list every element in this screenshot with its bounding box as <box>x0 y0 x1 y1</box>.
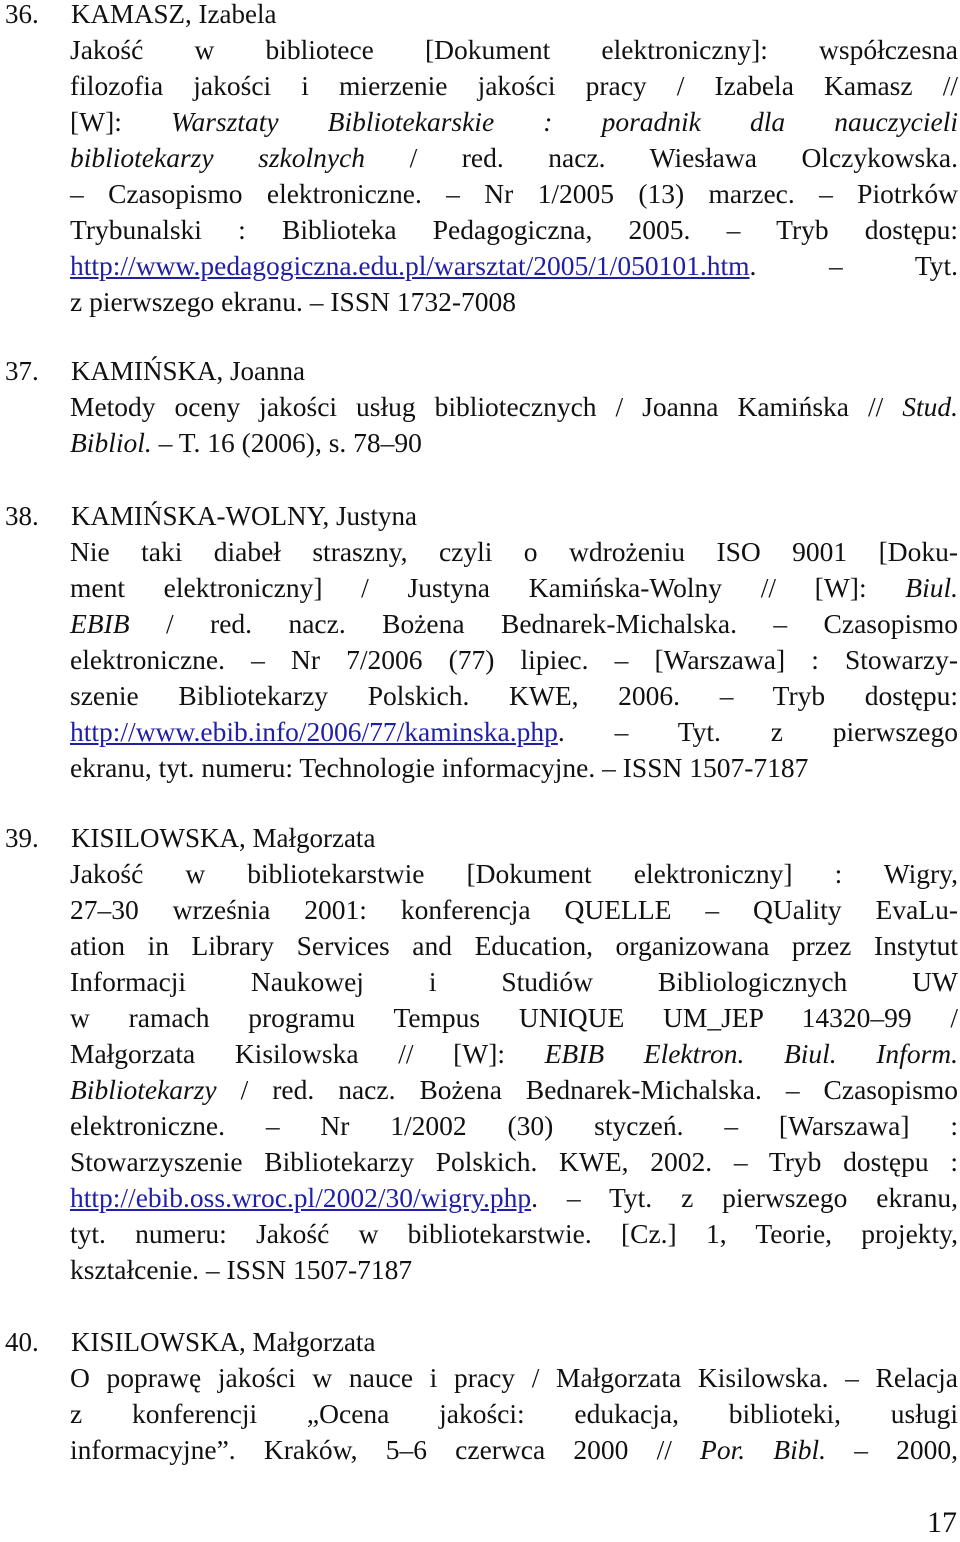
entry-line: http://www.ebib.info/2006/77/kaminska.php. – Tyt. z pierwszego <box>70 716 958 747</box>
entry-line: 27–30 września 2001: konferencja QUELLE – QUality EvaLu- <box>70 894 958 925</box>
entry-line: kształcenie. – ISSN 1507-7187 <box>70 1254 413 1285</box>
entry-number: 40. <box>5 1327 39 1357</box>
entry-line: filozofia jakości i mierzenie jakości pracy / Izabela Kamasz // <box>70 70 958 101</box>
entry-line: EBIB / red. nacz. Bożena Bednarek-Michalska. – Czasopismo <box>70 608 958 639</box>
entry-line: Metody oceny jakości usług bibliotecznych / Joanna Kamińska // Stud. <box>70 391 958 422</box>
entry-number: 39. <box>5 823 39 853</box>
entry-line: ment elektroniczny] / Justyna Kamińska-Wolny // [W]: Biul. <box>70 572 958 603</box>
entry-number: 36. <box>5 0 39 29</box>
entry-line: z pierwszego ekranu. – ISSN 1732-7008 <box>70 286 517 317</box>
entry-author: KAMIŃSKA-WOLNY, Justyna <box>71 501 417 531</box>
entry-line: Stowarzyszenie Bibliotekarzy Polskich. KWE, 2002. – Tryb dostępu : <box>70 1146 958 1177</box>
entry-author: KISILOWSKA, Małgorzata <box>71 823 376 853</box>
entry-line: w ramach programu Tempus UNIQUE UM_JEP 14320–99 / <box>70 1002 958 1033</box>
page-number: 17 <box>927 1506 957 1539</box>
entry-line: ekranu, tyt. numeru: Technologie informacyjne. – ISSN 1507-7187 <box>70 752 809 783</box>
entry-line: Informacji Naukowej i Studiów Bibliologicznych UW <box>70 966 958 997</box>
url-link[interactable]: http://ebib.oss.wroc.pl/2002/30/wigry.php <box>70 1182 532 1213</box>
entry-line: tyt. numeru: Jakość w bibliotekarstwie. [Cz.] 1, Teorie, projekty, <box>70 1218 958 1249</box>
entry-author: KISILOWSKA, Małgorzata <box>71 1327 376 1357</box>
entry-author: KAMASZ, Izabela <box>71 0 277 29</box>
entry-line: Małgorzata Kisilowska // [W]: EBIB Elektron. Biul. Inform. <box>70 1038 959 1069</box>
url-link[interactable]: http://www.pedagogiczna.edu.pl/warsztat/2005/1/050101.htm <box>70 250 750 281</box>
entry-line: informacyjne”. Kraków, 5–6 czerwca 2000 // Por. Bibl. – 2000, <box>70 1434 959 1465</box>
entry-line: Jakość w bibliotece [Dokument elektroniczny]: współczesna <box>70 34 958 65</box>
entry-line: ation in Library Services and Education, organizowana przez Instytut <box>70 930 958 961</box>
entry-line: http://www.pedagogiczna.edu.pl/warsztat/2005/1/050101.htm. – Tyt. <box>70 250 958 281</box>
entry-line: – Czasopismo elektroniczne. – Nr 1/2005 (13) marzec. – Piotrków <box>70 178 958 209</box>
entry-line: Nie taki diabeł straszny, czyli o wdrożeniu ISO 9001 [Doku- <box>70 536 958 567</box>
entry-line: Bibliotekarzy / red. nacz. Bożena Bednarek-Michalska. – Czasopismo <box>70 1074 958 1105</box>
entry-number: 38. <box>5 501 39 531</box>
entry-line: [W]: Warsztaty Bibliotekarskie : poradnik dla nauczycieli <box>70 106 958 137</box>
entry-line: bibliotekarzy szkolnych / red. nacz. Wiesława Olczykowska. <box>70 142 958 173</box>
entry-line: z konferencji „Ocena jakości: edukacja, biblioteki, usługi <box>70 1398 958 1429</box>
entry-line: O poprawę jakości w nauce i pracy / Małgorzata Kisilowska. – Relacja <box>70 1362 958 1393</box>
entry-line: http://ebib.oss.wroc.pl/2002/30/wigry.php. – Tyt. z pierwszego ekranu, <box>70 1182 958 1213</box>
entry-line: elektroniczne. – Nr 1/2002 (30) styczeń. – [Warszawa] : <box>70 1110 958 1141</box>
entry-number: 37. <box>5 356 39 386</box>
entry-author: KAMIŃSKA, Joanna <box>71 356 305 386</box>
entry-line: szenie Bibliotekarzy Polskich. KWE, 2006. – Tryb dostępu: <box>70 680 958 711</box>
entry-line: Bibliol. – T. 16 (2006), s. 78–90 <box>70 427 422 458</box>
entry-line: Jakość w bibliotekarstwie [Dokument elektroniczny] : Wigry, <box>70 858 958 889</box>
url-link[interactable]: http://www.ebib.info/2006/77/kaminska.php <box>70 716 558 747</box>
entry-line: elektroniczne. – Nr 7/2006 (77) lipiec. – [Warszawa] : Stowarzy- <box>70 644 958 675</box>
entry-line: Trybunalski : Biblioteka Pedagogiczna, 2005. – Tryb dostępu: <box>70 214 958 245</box>
